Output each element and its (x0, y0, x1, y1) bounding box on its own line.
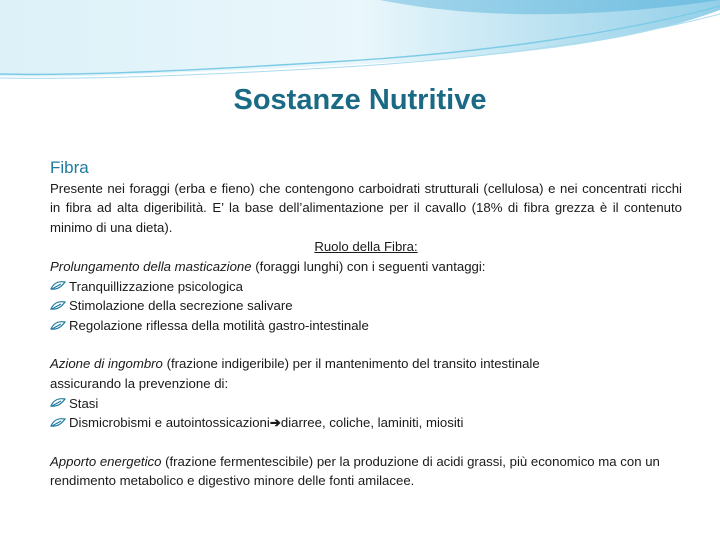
list-item (50, 296, 682, 316)
role-heading: Ruolo della Fibra: (314, 239, 418, 255)
intro-paragraph: Presente nei foraggi (erba e fieno) che contengono carboidrati strutturali (cellulosa) e nei concentrati ricchi in fibra ad alta digeribilità. E’ la base dell’alimentazione per il cavallo (18% di fibra grezza è il contenuto minimo di una dieta). (50, 180, 682, 235)
chewing-paragraph (50, 257, 682, 277)
leaf-bullet-icon (50, 417, 66, 429)
energy-text: (frazione fermentescibile) per la produzione di acidi grassi, più economico ma con un rendimento metabolico e digestivo minore delle fonti amilacee. (50, 453, 660, 489)
energy-italic: Apporto energetico (50, 453, 162, 469)
list-item (50, 316, 682, 336)
list-item (50, 394, 682, 414)
chewing-italic: Prolungamento della masticazione (50, 258, 252, 274)
bulk-italic: Azione di ingombro (50, 356, 163, 372)
leaf-bullet-icon (50, 280, 66, 292)
leaf-bullet-icon (50, 320, 66, 332)
header-wave-banner (0, 0, 720, 80)
list-item-text-b: diarree, coliche, laminiti, miositi (280, 415, 464, 431)
leaf-bullet-icon (50, 300, 66, 312)
bulk-paragraph (50, 354, 682, 374)
list-item (50, 413, 682, 433)
list-item-text: Stasi (69, 395, 99, 411)
chewing-text: (foraggi lunghi) con i seguenti vantaggi: (251, 258, 486, 274)
list-item-text-a: Dismicrobismi e autointossicazioni (69, 415, 270, 431)
energy-paragraph (50, 452, 682, 491)
slide-content (50, 158, 682, 491)
slide-title: Sostanze Nutritive (233, 84, 487, 116)
right-arrow-icon: ➔ (269, 415, 281, 431)
leaf-bullet-icon (50, 397, 66, 409)
list-item-text: Tranquillizzazione psicologica (69, 278, 243, 294)
bulk-text-2: assicurando la prevenzione di: (50, 375, 229, 391)
list-item-text: Stimolazione della secrezione salivare (69, 298, 293, 314)
list-item (50, 277, 682, 297)
section-title: Fibra (50, 158, 89, 177)
list-item-text: Regolazione riflessa della motilità gastro-intestinale (69, 317, 369, 333)
bulk-text: (frazione indigeribile) per il mantenimento del transito intestinale (162, 356, 540, 372)
